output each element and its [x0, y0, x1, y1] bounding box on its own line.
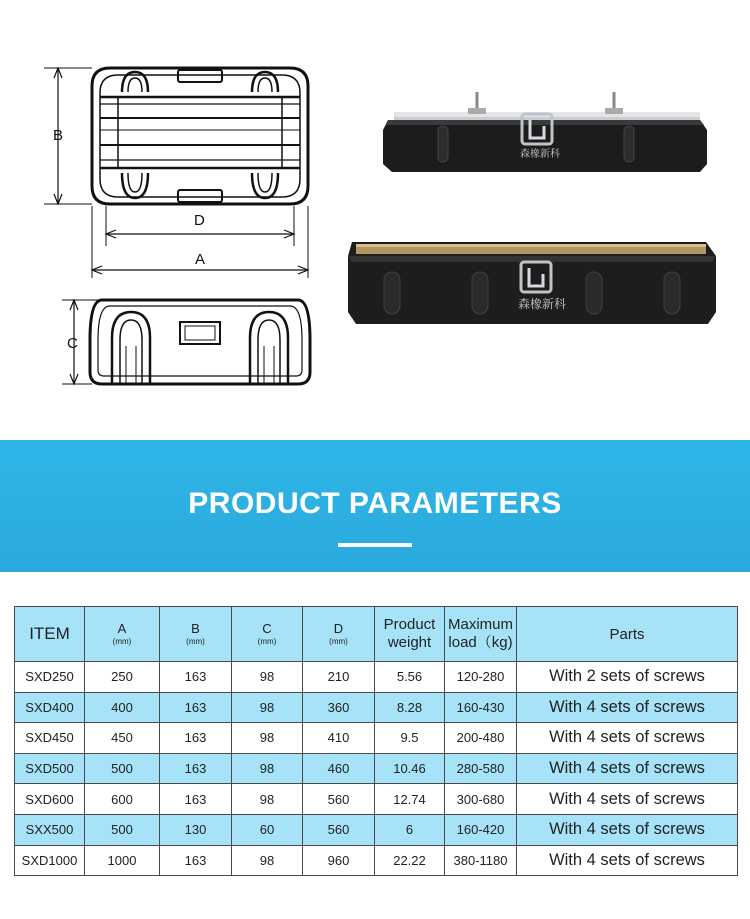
cell-load: 160-430	[445, 692, 517, 723]
header-maximum-load: Maximum load（kg)	[445, 607, 517, 662]
cell-b: 163	[160, 723, 232, 754]
cell-b: 163	[160, 692, 232, 723]
dim-label-c: C	[67, 335, 78, 352]
cell-a: 500	[85, 753, 160, 784]
table-row	[15, 692, 738, 723]
cell-item: SXD1000	[15, 845, 85, 876]
dim-label-b: B	[53, 127, 64, 144]
cell-d: 960	[303, 845, 375, 876]
table-row	[15, 784, 738, 815]
title-underline	[338, 543, 412, 547]
header-b: B (mm)	[160, 607, 232, 662]
cell-d: 360	[303, 692, 375, 723]
cell-c: 98	[232, 692, 303, 723]
cell-b: 163	[160, 784, 232, 815]
header-parts: Parts	[517, 607, 738, 662]
cell-c: 98	[232, 723, 303, 754]
header-product-weight: Product weight	[375, 607, 445, 662]
cell-d: 460	[303, 753, 375, 784]
table-row	[15, 753, 738, 784]
photo-logo-text: 森橡新科	[520, 149, 560, 160]
cell-parts: With 4 sets of screws	[517, 814, 738, 845]
cell-parts: With 4 sets of screws	[517, 753, 738, 784]
cell-item: SXD400	[15, 692, 85, 723]
header-a: A (mm)	[85, 607, 160, 662]
cell-weight: 22.22	[375, 845, 445, 876]
cell-c: 98	[232, 753, 303, 784]
cell-a: 450	[85, 723, 160, 754]
table-row	[15, 662, 738, 693]
cell-b: 163	[160, 753, 232, 784]
cell-b: 130	[160, 814, 232, 845]
technical-drawing	[0, 0, 750, 440]
cell-load: 200-480	[445, 723, 517, 754]
cell-a: 600	[85, 784, 160, 815]
table-row	[15, 814, 738, 845]
cell-weight: 9.5	[375, 723, 445, 754]
cell-d: 210	[303, 662, 375, 693]
cell-a: 400	[85, 692, 160, 723]
cell-load: 160-420	[445, 814, 517, 845]
product-drawing-area	[0, 0, 750, 440]
cell-parts: With 4 sets of screws	[517, 784, 738, 815]
dim-label-d: D	[194, 212, 205, 229]
product-photo-top	[383, 92, 707, 172]
cell-load: 300-680	[445, 784, 517, 815]
cell-weight: 5.56	[375, 662, 445, 693]
cell-weight: 10.46	[375, 753, 445, 784]
cell-parts: With 2 sets of screws	[517, 662, 738, 693]
cell-parts: With 4 sets of screws	[517, 723, 738, 754]
cell-weight: 12.74	[375, 784, 445, 815]
cell-load: 120-280	[445, 662, 517, 693]
dim-label-a: A	[195, 251, 206, 268]
cell-item: SXX500	[15, 814, 85, 845]
cell-d: 560	[303, 784, 375, 815]
cell-parts: With 4 sets of screws	[517, 845, 738, 876]
photo-logo-text: 森橡新科	[518, 297, 567, 311]
cell-b: 163	[160, 845, 232, 876]
cell-load: 280-580	[445, 753, 517, 784]
cell-c: 98	[232, 784, 303, 815]
product-photo-bottom	[348, 242, 716, 324]
parameters-table-wrapper	[14, 606, 737, 876]
cell-a: 500	[85, 814, 160, 845]
cell-c: 98	[232, 662, 303, 693]
cell-weight: 8.28	[375, 692, 445, 723]
cell-d: 410	[303, 723, 375, 754]
cell-weight: 6	[375, 814, 445, 845]
cell-item: SXD250	[15, 662, 85, 693]
table-row	[15, 723, 738, 754]
top-view-drawing	[44, 68, 308, 278]
parameters-table	[14, 606, 738, 876]
side-view-drawing	[62, 300, 310, 384]
cell-load: 380-1180	[445, 845, 517, 876]
header-d: D (mm)	[303, 607, 375, 662]
cell-c: 60	[232, 814, 303, 845]
cell-b: 163	[160, 662, 232, 693]
section-title: PRODUCT PARAMETERS	[188, 487, 562, 520]
cell-a: 250	[85, 662, 160, 693]
cell-parts: With 4 sets of screws	[517, 692, 738, 723]
table-row	[15, 845, 738, 876]
cell-a: 1000	[85, 845, 160, 876]
header-c: C (mm)	[232, 607, 303, 662]
cell-item: SXD600	[15, 784, 85, 815]
table-header-row	[15, 607, 738, 662]
header-item: ITEM	[15, 607, 85, 662]
cell-c: 98	[232, 845, 303, 876]
cell-item: SXD500	[15, 753, 85, 784]
cell-d: 560	[303, 814, 375, 845]
cell-item: SXD450	[15, 723, 85, 754]
